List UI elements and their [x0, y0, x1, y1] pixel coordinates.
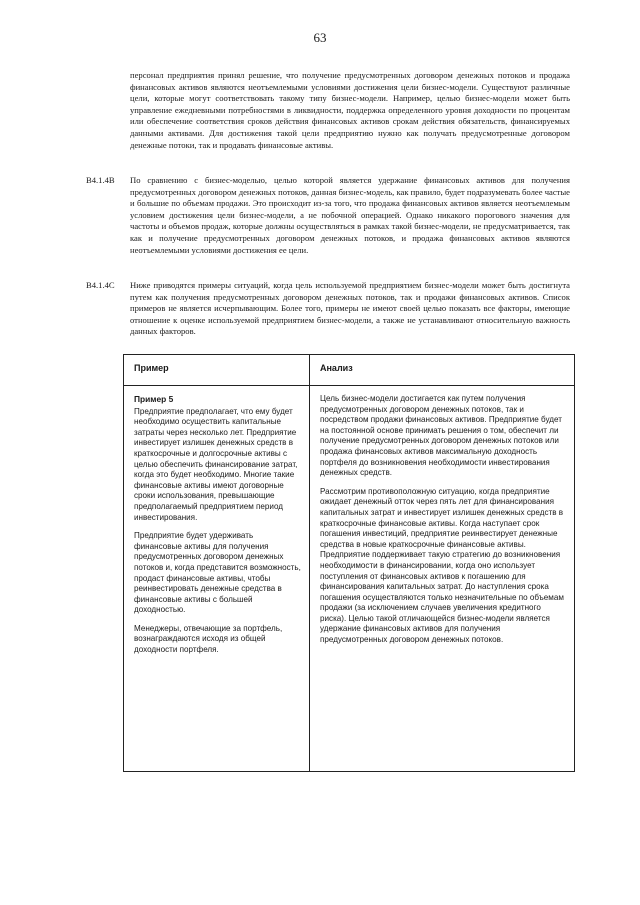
paragraph-code: B4.1.4B: [86, 175, 115, 185]
header-label: Анализ: [320, 363, 353, 373]
table-header-row: [124, 355, 575, 386]
paragraph-b4-1-4c: [86, 280, 570, 338]
intro-paragraph: персонал предприятия принял решение, что получение предусмотренных договором денежных потоков и продажа финансовых активов являются неотъемлемыми условиями достижения цели бизнес-модели. Существуют различные цели, которые могут соответствовать такому типу бизнес-модели. Например, целью бизнес-модели может быть управление ежедневными потребностями в ликвидности, поддержка определенного уровня доходности по процентам или обеспечение соответствия сроков действия финансовых активов срокам действия обязательств, финансируемых данными активами. Для достижения такой цели предприятию нужно как получать предусмотренные договором денежные потоки, так и продавать финансовые активы.: [130, 70, 570, 150]
example-cell: [124, 386, 310, 772]
analysis-cell: [310, 386, 575, 772]
example-table: [123, 354, 575, 772]
example-title: Пример 5: [134, 394, 174, 404]
analysis-paragraph: Рассмотрим противоположную ситуацию, когда предприятие ожидает денежный отток через пять лет для финансирования капитальных затрат и инвестирует излишек денежных средств в краткосрочные финансовые активы. Когда наступает срок погашения инвестиций, предприятие реинвестирует денежные средства в новые краткосрочные финансовые активы. Предприятие поддерживает такую стратегию до возникновения необходимости в финансировании, когда оно использует поступления от финансовых активов к погашению для финансирования капитальных затрат. До наступления срока погашения осуществляются только незначительные по объемам продажи (за исключением случаев увеличения кредитного риска). Целью такой отличающейся бизнес-модели является удержание финансовых активов для получения предусмотренных договором денежных потоков.: [320, 486, 564, 645]
table-row: [124, 386, 575, 772]
header-cell-analysis: [310, 355, 575, 386]
header-label: Пример: [134, 363, 169, 373]
example-paragraph: Предприятие будет удерживать финансовые активы для получения предусмотренных договором денежных потоков и, когда представится возможность, продаст финансовые активы, чтобы реинвестировать денежные средства в финансовые активы с большей доходностью.: [134, 531, 301, 615]
paragraph-text: Ниже приводятся примеры ситуаций, когда цель используемой предприятием бизнес-модели может быть достигнута путем как получения предусмотренных договором денежных потоков, так и продажи финансовых активов. Список примеров не является исчерпывающим. Более того, примеры не имеют своей целью показать все факторы, имеющие отношение к оценке используемой предприятием бизнес-модели, а также не устанавливают относительную важность данных факторов.: [130, 280, 570, 337]
page-number: 63: [313, 30, 327, 45]
paragraph-b4-1-4b: [86, 175, 570, 256]
example-paragraph: Предприятие предполагает, что ему будет необходимо осуществить капитальные затраты через несколько лет. Предприятие инвестирует излишек денежных средств в краткосрочные и долгосрочные активы с целью обеспечить финансирование затрат, когда это будет необходимо. Многие такие финансовые активы имеют договорные сроки использования, превышающие предполагаемый предприятием период инвестирования.: [134, 406, 298, 522]
analysis-paragraph: Цель бизнес-модели достигается как путем получения предусмотренных договором денежных потоков, так и посредством продажи финансовых активов. Предприятие будет на постоянной основе принимать решения о том, обеспечит ли получение предусмотренных договором денежных потоков или продажа финансовых активов максимальную доходность портфеля до возникновения необходимости инвестирования денежных средств.: [320, 394, 562, 478]
header-cell-example: [124, 355, 310, 386]
paragraph-text: По сравнению с бизнес-моделью, целью которой является удержание финансовых активов для получения предусмотренных договором денежных потоков, данная бизнес-модель, как правило, будет подразумевать более частые и большие по объемам продажи. Это происходит из-за того, что продажа финансовых активов является неотъемлемым условием достижения цели бизнес-модели, а не побочной операцией. Однако никакого порогового значения для частоты и объемов продаж, которые должны осуществляться в рамках такой бизнес-модели, не предусматривается, так как и получение предусмотренных договором денежных потоков, и продажа финансовых активов являются неотъемлемыми условиями достижения ее цели.: [130, 175, 570, 255]
example-paragraph: Менеджеры, отвечающие за портфель, вознаграждаются исходя из общей доходности портфеля.: [134, 623, 283, 655]
paragraph-code: B4.1.4C: [86, 280, 115, 290]
